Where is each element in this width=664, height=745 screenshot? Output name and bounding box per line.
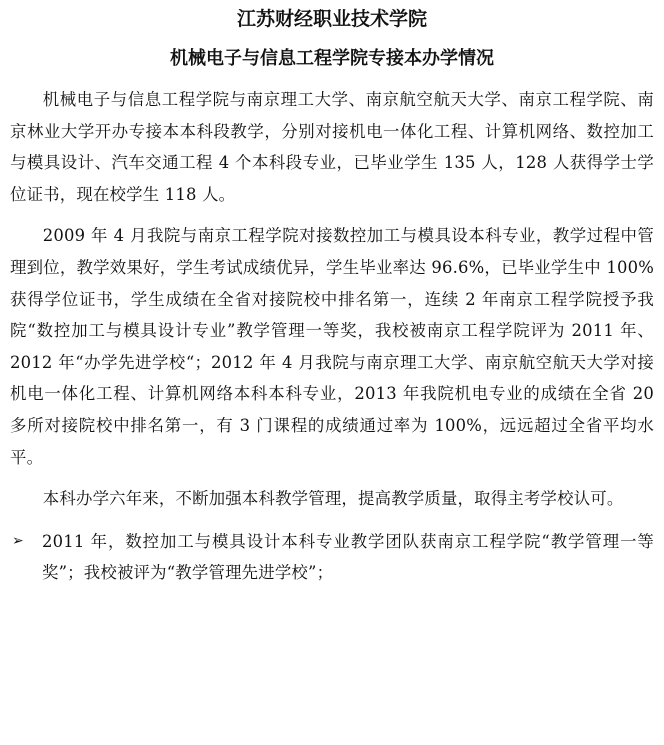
bullet-item — [10, 526, 654, 589]
document-page — [10, 0, 654, 589]
bullet-text: 2011 年，数控加工与模具设计本科专业教学团队获南京工程学院“教学管理一等奖”；我校被评为“教学管理先进学校”； — [42, 531, 654, 583]
body-paragraph: 本科办学六年来，不断加强本科教学管理，提高教学质量，取得主考学校认可。 — [42, 489, 624, 509]
body-paragraph: 机械电子与信息工程学院与南京理工大学、南京航空航天大学、南京工程学院、南京林业大学开办专接本本科段教学，分别对接机电一体化工程、计算机网络、数控加工与模具设计、汽车交通工程 4 个本科段专业，已毕业学生 135 人，128 人获得学士学位证书，现在校学生 118 人。 — [10, 90, 654, 204]
body-paragraph: 2009 年 4 月我院与南京工程学院对接数控加工与模具设本科专业，教学过程中管理到位，教学效果好，学生考试成绩优异，学生毕业率达 96.6%，已毕业学生中 100%获得学位证书，学生成绩在全省对接院校中排名第一，连续 2 年南京工程学院授予我院“数控加工与模具设计专业”教学管理一等奖，我校被南京工程学院评为 2011 年、2012 年“办学先进学校“；2012 年 4 月我院与南京理工大学、南京航空航天大学对接机电一体化工程、计算机网络本科本科专业，2013 年我院机电专业的成绩在全省 20 多所对接院校中排名第一，有 3 门课程的成绩通过率为 100%，远远超过全省平均水平。 — [10, 226, 654, 467]
document-title: 江苏财经职业技术学院 — [236, 8, 427, 30]
arrow-bullet-icon: ➢ — [12, 532, 24, 549]
document-subtitle: 机械电子与信息工程学院专接本办学情况 — [170, 48, 494, 69]
